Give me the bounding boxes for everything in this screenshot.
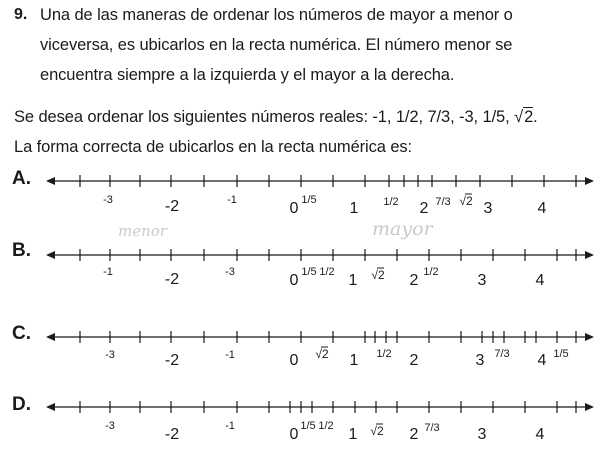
left-arrow-icon — [46, 177, 55, 185]
right-arrow-icon — [585, 403, 594, 411]
tick-label: 4 — [537, 352, 547, 369]
option-c-letter[interactable]: C. — [12, 323, 31, 344]
tick-label: 4 — [537, 200, 547, 217]
tick-label-fraction: 1/2 — [383, 196, 399, 208]
tick-label-fraction: 7/3 — [435, 196, 451, 208]
tick-label-fraction: 1/2 — [318, 420, 334, 432]
tick-label: 0 — [289, 426, 299, 443]
question-text-line-1: Una de las maneras de ordenar los números de mayor a menor o — [40, 6, 513, 24]
tick-label: 1 — [349, 352, 359, 369]
tick-label-sqrt: √2 — [315, 347, 329, 361]
tick-label: -3 — [105, 349, 115, 361]
tick-label: -1 — [225, 349, 235, 361]
tick-label-sqrt: √2 — [371, 268, 385, 282]
right-arrow-icon — [585, 251, 594, 259]
tick-label: -2 — [164, 352, 180, 369]
left-arrow-icon — [46, 251, 55, 259]
tick-label: 2 — [419, 200, 429, 217]
option-d-letter[interactable]: D. — [12, 394, 31, 415]
option-c-number-line — [46, 331, 594, 369]
tick-label-sqrt: √2 — [370, 424, 384, 438]
tick-label: 3 — [477, 272, 487, 289]
right-arrow-icon — [585, 333, 594, 341]
left-arrow-icon — [46, 403, 55, 411]
option-a-letter[interactable]: A. — [12, 168, 31, 189]
tick-label: 4 — [535, 272, 545, 289]
tick-label-fraction: 1/2 — [423, 266, 439, 278]
tick-label-sqrt: √2 — [459, 194, 473, 208]
option-a-number-line — [46, 175, 594, 217]
tick-label-fraction: 1/2 — [319, 266, 335, 278]
option-d-number-line — [46, 401, 594, 443]
question-text-line-2: viceversa, es ubicarlos en la recta numérica. El número menor se — [40, 36, 513, 54]
tick-label: 3 — [483, 200, 493, 217]
tick-label-fraction: 7/3 — [424, 422, 440, 434]
tick-label: 1 — [348, 272, 358, 289]
tick-label-fraction: 1/5 — [301, 266, 317, 278]
tick-label-fraction: 1/5 — [553, 348, 569, 360]
statement-prefix: Se desea ordenar los siguientes números reales: -1, 1/2, 7/3, -3, 1/5, — [14, 108, 510, 126]
tick-label: 1 — [349, 200, 359, 217]
statement-suffix: . — [533, 108, 538, 126]
sqrt-radicand: 2 — [524, 108, 534, 126]
option-b-number-line — [46, 249, 594, 289]
tick-label: -1 — [103, 266, 113, 278]
tick-label: 2 — [409, 426, 419, 443]
tick-label: -3 — [225, 266, 235, 278]
tick-label: 0 — [289, 352, 299, 369]
tick-label: -1 — [225, 420, 235, 432]
tick-label: -1 — [227, 194, 237, 206]
question-text-line-3: encuentra siempre a la izquierda y el mayor a la derecha. — [40, 66, 455, 84]
tick-label: 2 — [409, 352, 419, 369]
tick-label: -2 — [164, 271, 180, 288]
tick-label-fraction: 7/3 — [494, 348, 510, 360]
right-arrow-icon — [585, 177, 594, 185]
left-arrow-icon — [46, 333, 55, 341]
tick-label: -2 — [164, 426, 180, 443]
tick-label-fraction: 1/5 — [300, 420, 316, 432]
question-prompt: La forma correcta de ubicarlos en la recta numérica es: — [14, 138, 413, 156]
tick-label: -3 — [105, 420, 115, 432]
tick-label-fraction: 1/5 — [301, 194, 317, 206]
tick-label: 0 — [289, 272, 299, 289]
tick-label: 1 — [348, 426, 358, 443]
tick-label: 3 — [477, 426, 487, 443]
sqrt-two: √2 — [514, 108, 534, 126]
handwritten-note-menor: menor — [118, 222, 167, 240]
tick-label: 3 — [475, 352, 485, 369]
question-number: 9. — [14, 6, 28, 23]
tick-label: -2 — [164, 198, 180, 215]
tick-label-fraction: 1/2 — [376, 348, 392, 360]
tick-label: 4 — [535, 426, 545, 443]
tick-label: 2 — [409, 272, 419, 289]
tick-label: -3 — [103, 194, 113, 206]
tick-label: 0 — [289, 200, 299, 217]
handwritten-note-mayor: mayor — [372, 218, 433, 240]
option-b-letter[interactable]: B. — [12, 240, 31, 261]
